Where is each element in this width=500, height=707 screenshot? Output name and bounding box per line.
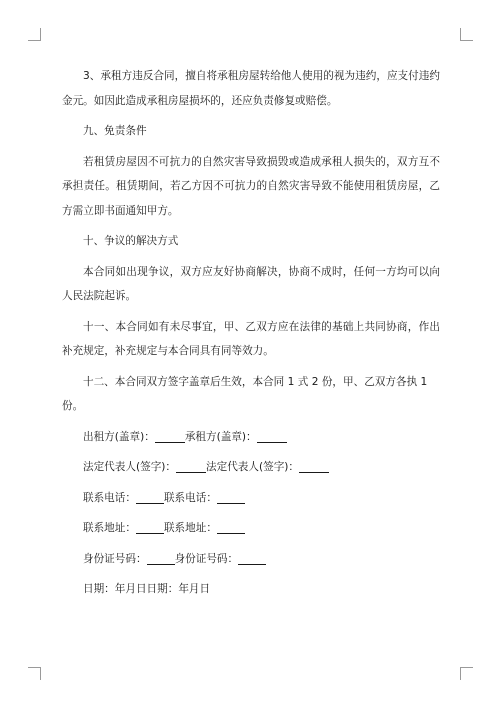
lessee-representative-label: 法定代表人(签字)： xyxy=(206,461,300,473)
lessee-seal-label: 承租方(盖章)： xyxy=(184,430,257,443)
clause-dispute-paragraph: 本合同如出现争议，双方应友好协商解决，协商不成时，任何一方均可以向人民法院起诉。 xyxy=(62,265,440,302)
lessor-id-blank[interactable] xyxy=(147,551,175,565)
signature-line-address xyxy=(62,516,440,541)
clause-supplement-paragraph: 十一、本合同如有未尽事宜，甲、乙双方应在法律的基础上共同协商，作出补充规定，补充规定与本合同具有同等效力。 xyxy=(62,320,440,357)
lessor-seal-blank[interactable] xyxy=(155,429,185,443)
lessee-seal-blank[interactable] xyxy=(257,429,287,443)
crop-mark-top-left xyxy=(28,28,41,41)
lessee-phone-label: 联系电话： xyxy=(163,491,217,504)
crop-mark-top-right xyxy=(460,28,473,41)
lessor-address-label: 联系地址： xyxy=(83,522,136,534)
lessor-seal-label: 出租方(盖章)： xyxy=(83,430,155,443)
lessor-representative-blank[interactable] xyxy=(176,459,206,473)
lessee-address-label: 联系地址： xyxy=(163,522,217,534)
signature-line-date xyxy=(62,577,440,602)
lessee-representative-blank[interactable] xyxy=(299,459,329,473)
lessor-phone-blank[interactable] xyxy=(136,490,164,504)
lessee-address-blank[interactable] xyxy=(217,520,245,534)
signature-line-representative xyxy=(62,455,440,480)
document-body xyxy=(62,64,440,608)
section-heading-exemption: 九、免责条件 xyxy=(83,125,147,137)
clause-effective-paragraph: 十二、本合同双方签字盖章后生效，本合同 1 式 2 份，甲、乙双方各执 1 份。 xyxy=(62,375,428,412)
lessee-phone-blank[interactable] xyxy=(217,490,245,504)
lessor-phone-label: 联系电话： xyxy=(83,491,136,504)
lessee-id-blank[interactable] xyxy=(238,551,266,565)
date-text: 日期：年月日日期：年月日 xyxy=(83,583,211,595)
crop-mark-bottom-right xyxy=(460,667,473,680)
clause-force-majeure-paragraph: 若租赁房屋因不可抗力的自然灾害导致损毁或造成承租人损失的，双方互不承担责任。租赁期间，若乙方因不可抗力的自然灾害导致不能使用租赁房屋，乙方需立即书面通知甲方。 xyxy=(62,155,440,217)
signature-line-phone xyxy=(62,486,440,511)
lessor-id-label: 身份证号码： xyxy=(83,552,147,565)
signature-line-id-number xyxy=(62,547,440,572)
section-heading-dispute: 十、争议的解决方式 xyxy=(83,235,179,247)
signature-line-seal xyxy=(62,425,440,450)
lessor-representative-label: 法定代表人(签字)： xyxy=(83,461,177,473)
crop-mark-bottom-left xyxy=(28,667,41,680)
lessor-address-blank[interactable] xyxy=(136,520,164,534)
clause-breach-paragraph: 3、承租方违反合同，擅自将承租房屋转给他人使用的视为违约，应支付违约金元。如因此造成承租房屋损坏的，还应负责修复或赔偿。 xyxy=(62,70,440,107)
lessee-id-label: 身份证号码： xyxy=(174,552,239,565)
